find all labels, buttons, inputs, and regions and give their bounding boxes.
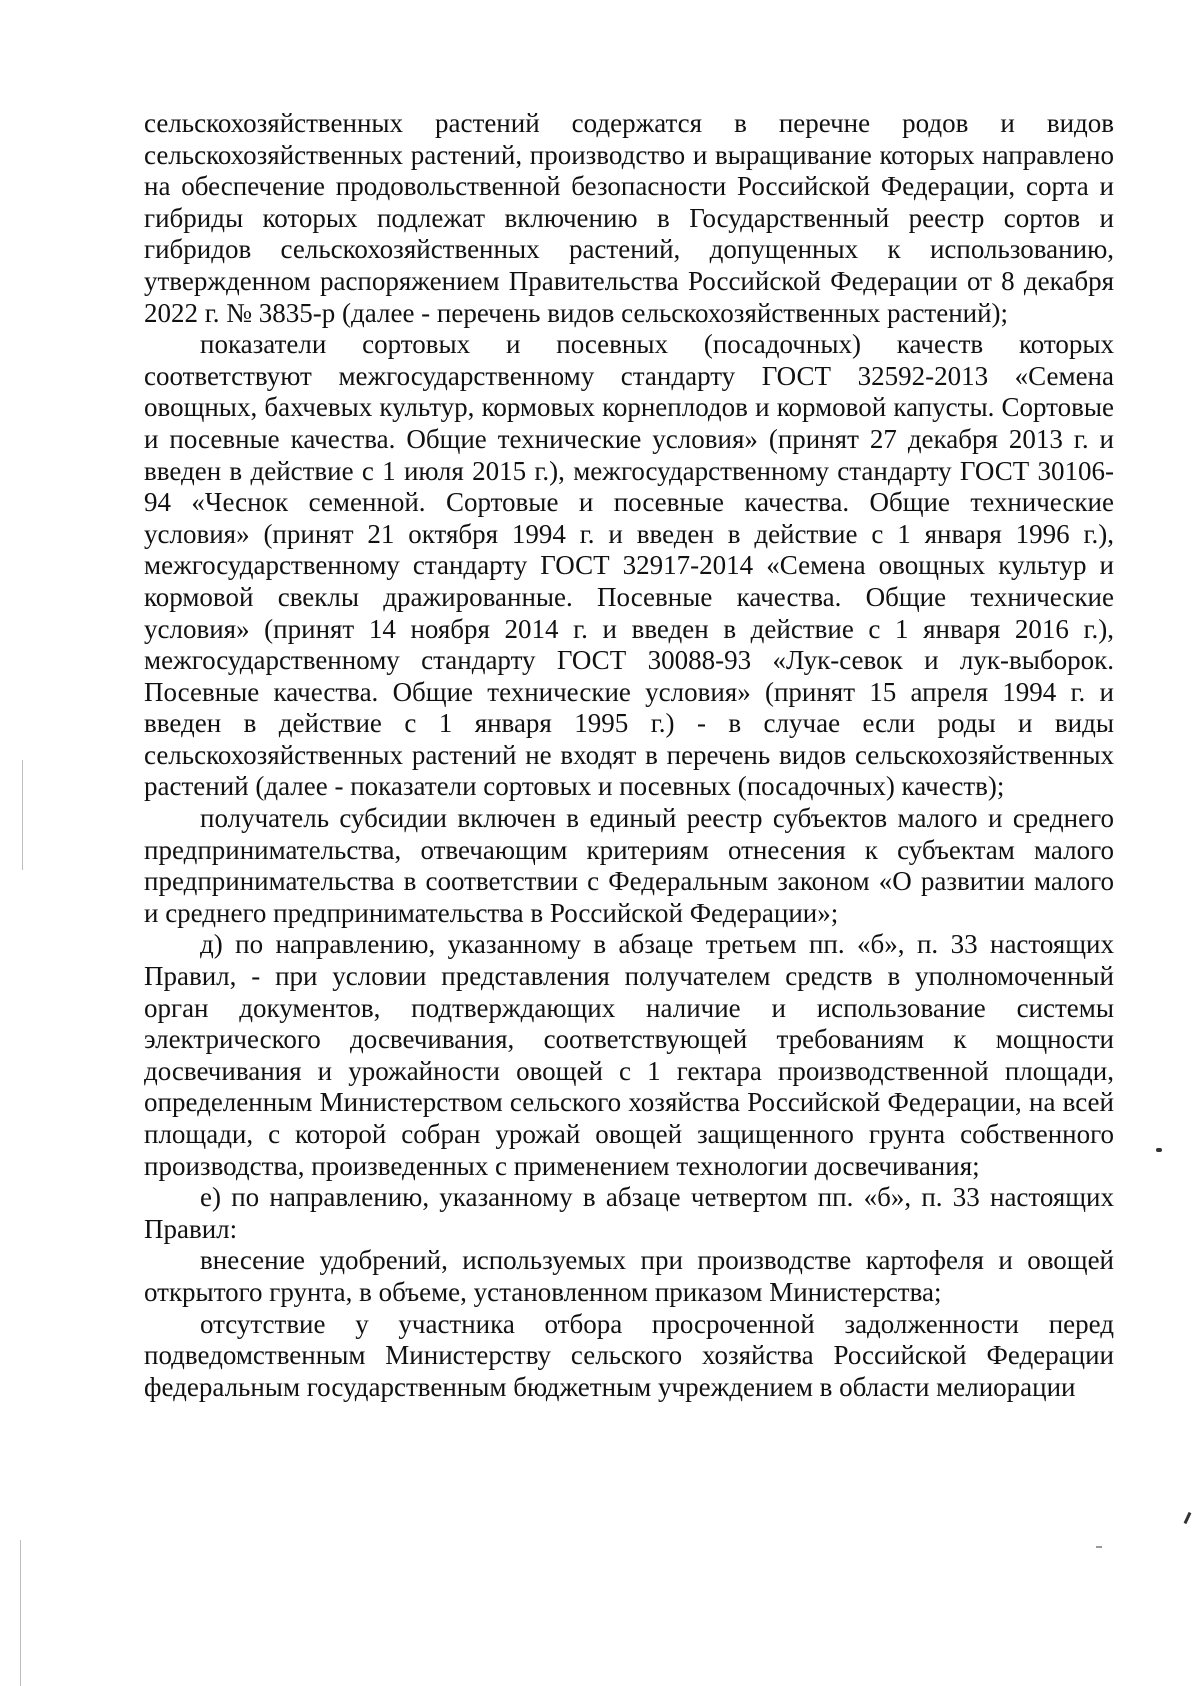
document-body	[144, 108, 1114, 1403]
paragraph-1: сельскохозяйственных растений содержатся в перечне родов и видов сельскохозяйственных растений, производство и выращивание которых направлено на обеспечение продовольственной безопасности Российской Федерации, сорта и гибриды которых подлежат включению в Государственный реестр сортов и гибридов сельскохозяйственных растений, допущенных к использованию, утвержденном распоряжением Правительства Российской Федерации от 8 декабря 2022 г. № 3835-р (далее - перечень видов сельскохозяйственных растений);	[144, 108, 1114, 328]
paragraph-7: отсутствие у участника отбора просроченной задолженности перед подведомственным Министерству сельского хозяйства Российской Федерации федеральным государственным бюджетным учреждением в области мелиорации	[144, 1308, 1114, 1402]
scan-speck-tiny	[1096, 1546, 1102, 1548]
paragraph-2: показатели сортовых и посевных (посадочных) качеств которых соответствуют межгосударственному стандарту ГОСТ 32592-2013 «Семена овощных, бахчевых культур, кормовых корнеплодов и кормовой капусты. Сортовые и посевные качества. Общие технические условия» (принят 27 декабря 2013 г. и введен в действие с 1 июля 2015 г.), межгосударственному стандарту ГОСТ 30106-94 «Чеснок семенной. Сортовые и посевные качества. Общие технические условия» (принят 21 октября 1994 г. и введен в действие с 1 января 1996 г.), межгосударственному стандарту ГОСТ 32917-2014 «Семена овощных культур и кормовой свеклы дражированные. Посевные качества. Общие технические условия» (принят 14 ноября 2014 г. и введен в действие с 1 января 2016 г.), межгосударственному стандарту ГОСТ 30088-93 «Лук-севок и лук-выборок. Посевные качества. Общие технические условия» (принят 15 апреля 1994 г. и введен в действие с 1 января 1995 г.) - в случае если роды и виды сельскохозяйственных растений не входят в перечень видов сельскохозяйственных растений (далее - показатели сортовых и посевных (посадочных) качеств);	[144, 329, 1114, 802]
scan-speck-right	[1156, 1148, 1162, 1152]
scan-speck-bottom	[1184, 1512, 1192, 1524]
scan-edge-line-lower	[20, 1540, 21, 1686]
paragraph-3: получатель субсидии включен в единый реестр субъектов малого и среднего предпринимательства, отвечающим критериям отнесения к субъектам малого предпринимательства в соответствии с Федеральным законом «О развитии малого и среднего предпринимательства в Российской Федерации»;	[144, 803, 1114, 928]
scan-edge-line	[22, 760, 23, 870]
paragraph-6: внесение удобрений, используемых при производстве картофеля и овощей открытого грунта, в объеме, установленном приказом Министерства;	[144, 1245, 1114, 1307]
paragraph-5: е) по направлению, указанному в абзаце четвертом пп. «б», п. 33 настоящих Правил:	[144, 1182, 1114, 1244]
paragraph-4: д) по направлению, указанному в абзаце третьем пп. «б», п. 33 настоящих Правил, - при условии представления получателем средств в уполномоченный орган документов, подтверждающих наличие и использование системы электрического досвечивания, соответствующей требованиям к мощности досвечивания и урожайности овощей с 1 гектара производственной площади, определенным Министерством сельского хозяйства Российской Федерации, на всей площади, с которой собран урожай овощей защищенного грунта собственного производства, произведенных с применением технологии досвечивания;	[144, 929, 1114, 1181]
